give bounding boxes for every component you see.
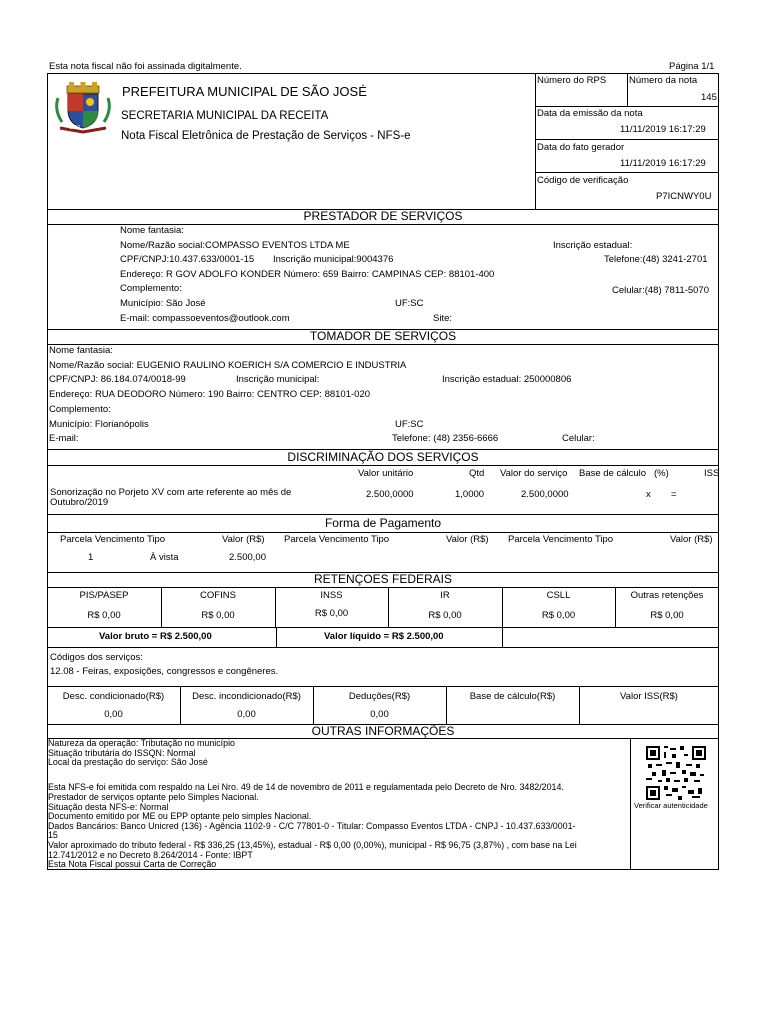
- tomador-insc-estadual: Inscrição estadual: 250000806: [442, 374, 572, 385]
- prestador-site: Site:: [433, 313, 453, 324]
- retencao-header-cofins: COFINS: [200, 590, 236, 601]
- servico-descricao-line2: Outubro/2019: [50, 497, 109, 508]
- prestador-insc-estadual: Inscrição estadual:: [553, 240, 633, 251]
- outras-line: Esta Nota Fiscal possui Carta de Correção: [48, 859, 217, 870]
- valor-header-3: Valor (R$): [670, 534, 713, 545]
- tomador-telefone: Telefone: (48) 2356-6666: [392, 433, 499, 444]
- tomador-title: TOMADOR DE SERVIÇOS: [309, 329, 457, 343]
- retencao-value-ir: R$ 0,00: [428, 610, 462, 621]
- tomador-endereco: Endereço: RUA DEODORO Número: 190 Bairro: CENTRO CEP: 88101-020: [49, 389, 371, 400]
- rps-label: Número do RPS: [537, 75, 607, 86]
- prestador-endereco: Endereço: R GOV ADOLFO KONDER Número: 659 Bairro: CAMPINAS CEP: 88101-400: [120, 269, 495, 280]
- valor-unitario-header: Valor unitário: [358, 468, 414, 479]
- prestador-razao: Nome/Razão social:COMPASSO EVENTOS LTDA ME: [120, 240, 350, 251]
- verificacao-value: P7ICNWY0U: [656, 191, 712, 202]
- valor-header-1: Valor (R$): [222, 534, 265, 545]
- fato-gerador-label: Data do fato gerador: [537, 142, 625, 153]
- emissao-label: Data da emissão da nota: [537, 108, 643, 119]
- prestador-uf: UF:SC: [395, 298, 424, 309]
- prestador-cnpj: CPF/CNPJ:10.437.633/0001-15: [120, 254, 255, 265]
- parcela-header-1: Parcela Vencimento Tipo: [60, 534, 166, 545]
- deducoes-value: 0,00: [370, 709, 389, 720]
- retencoes-title: RETENÇOES FEDERAIS: [313, 572, 453, 586]
- tomador-razao: Nome/Razão social: EUGENIO RAULINO KOERICH S/A COMERCIO E INDUSTRIA: [49, 360, 407, 371]
- prefeitura-title: PREFEITURA MUNICIPAL DE SÃO JOSÉ: [122, 84, 367, 99]
- prestador-email: E-mail: compassoeventos@outlook.com: [120, 313, 290, 324]
- tomador-celular: Celular:: [562, 433, 595, 444]
- desc-incondicionado-value: 0,00: [237, 709, 256, 720]
- outras-line: Documento emitido por ME ou EPP optante pelo simples Nacional.: [48, 811, 312, 822]
- outras-info-text: [48, 739, 628, 870]
- servicos-title: DISCRIMINAÇÃO DOS SERVIÇOS: [287, 450, 479, 464]
- tomador-uf: UF:SC: [395, 419, 424, 430]
- percent-header: (%): [654, 468, 669, 479]
- prestador-municipio: Município: São José: [120, 298, 206, 309]
- coat-of-arms-icon: [52, 80, 114, 136]
- page-number: Página 1/1: [669, 61, 715, 72]
- tomador-email: E-mail:: [49, 433, 79, 444]
- base-calculo-header: Base de cálculo: [579, 468, 647, 479]
- outras-line: Prestador de serviços optante pelo Simples Nacional.: [48, 791, 259, 802]
- outras-line: Situação tributária do ISSQN: Normal: [48, 747, 196, 758]
- servico-x: x: [646, 489, 651, 500]
- parcela-header-2: Parcela Vencimento Tipo: [284, 534, 390, 545]
- retencao-value-cofins: R$ 0,00: [201, 610, 235, 621]
- deducoes-header: Deduções(R$): [348, 691, 411, 702]
- outras-line: 15: [48, 830, 58, 841]
- valor-servico-header: Valor do serviço: [500, 468, 568, 479]
- emissao-value: 11/11/2019 16:17:29: [620, 124, 706, 135]
- parcela-numero: 1: [88, 552, 94, 563]
- desc-condicionado-value: 0,00: [104, 709, 123, 720]
- nfse-title: Nota Fiscal Eletrônica de Prestação de Serviços - NFS-e: [121, 130, 411, 142]
- prestador-complemento: Complemento:: [120, 283, 182, 294]
- retencao-value-inss: R$ 0,00: [314, 608, 349, 619]
- tomador-complemento: Complemento:: [49, 404, 111, 415]
- prestador-insc-municipal: Inscrição municipal:9004376: [273, 254, 394, 265]
- valor-header-2: Valor (R$): [446, 534, 489, 545]
- servico-valor: 2.500,0000: [521, 489, 569, 500]
- retencao-header-outras: Outras retenções: [630, 590, 704, 601]
- prestador-telefone: Telefone:(48) 3241-2701: [604, 254, 708, 265]
- pagamento-title: Forma de Pagamento: [324, 516, 442, 530]
- outras-line: Local da prestação do serviço: São José: [48, 757, 208, 768]
- qtd-header: Qtd: [469, 468, 485, 479]
- retencao-value-outras: R$ 0,00: [650, 610, 684, 621]
- outras-line: 12.741/2012 e no Decreto 8.264/2014 - Fonte: IBPT: [48, 849, 253, 860]
- outras-line: Natureza da operação: Tributação no município: [48, 738, 235, 748]
- tomador-municipio: Município: Florianópolis: [49, 419, 149, 430]
- retencao-value-csll: R$ 0,00: [541, 610, 576, 621]
- fato-gerador-value: 11/11/2019 16:17:29: [620, 158, 706, 169]
- qr-code-icon[interactable]: [646, 746, 706, 800]
- prestador-title: PRESTADOR DE SERVIÇOS: [303, 209, 463, 223]
- retencao-header-csll: CSLL: [546, 590, 571, 601]
- iss-header: ISS: [704, 468, 720, 479]
- valor-iss-header: Valor ISS(R$): [620, 691, 678, 702]
- parcela-tipo: À vista: [150, 552, 179, 563]
- unsigned-notice: Esta nota fiscal não foi assinada digitalmente.: [49, 61, 242, 72]
- nota-number-label: Número da nota: [629, 75, 698, 86]
- retencao-header-inss: INSS: [320, 590, 343, 601]
- parcela-valor: 2.500,00: [229, 552, 266, 563]
- verificar-autenticidade-link[interactable]: Verificar autenticidade: [634, 801, 708, 810]
- outras-title: OUTRAS INFORMAÇÕES: [311, 724, 455, 738]
- servico-descricao-line1: Sonorização no Porjeto XV com arte referente ao mês de: [50, 487, 292, 498]
- tomador-insc-municipal: Inscrição municipal:: [236, 374, 320, 385]
- outras-line: Dados Bancários: Banco Unicred (136) - Agência 1102-9 - C/C 77801-0 - Titular: Compasso Eventos LTDA - CNPJ - 10.437.633/0001-: [48, 820, 576, 831]
- retencao-header-pis: PIS/PASEP: [79, 590, 129, 601]
- desc-incondicionado-header: Desc. incondicionado(R$): [192, 691, 301, 702]
- outras-line: Esta NFS-e foi emitida com respaldo na Lei Nro. 49 de 14 de novembro de 2011 e regulamentada pelo Decreto de Nro. 3482/2014.: [48, 782, 564, 793]
- nota-number-value: 145: [701, 92, 717, 103]
- servico-qtd: 1,0000: [455, 489, 485, 500]
- verificacao-label: Código de verificação: [537, 175, 629, 186]
- secretaria-title: SECRETARIA MUNICIPAL DA RECEITA: [121, 110, 329, 122]
- prestador-fantasia: Nome fantasia:: [120, 225, 184, 236]
- parcela-header-3: Parcela Vencimento Tipo: [508, 534, 614, 545]
- codigos-label: Códigos dos serviços:: [50, 652, 143, 663]
- outras-line: Situação desta NFS-e: Normal: [48, 801, 169, 812]
- valor-bruto: Valor bruto = R$ 2.500,00: [99, 631, 212, 642]
- base-calculo-total-header: Base de cálculo(R$): [469, 691, 556, 702]
- retencao-value-pis: R$ 0,00: [87, 610, 121, 621]
- retencao-header-ir: IR: [440, 590, 450, 601]
- tomador-fantasia: Nome fantasia:: [49, 345, 113, 356]
- servico-valor-unitario: 2.500,0000: [366, 489, 414, 500]
- servico-eq: =: [671, 489, 677, 500]
- tomador-cnpj: CPF/CNPJ: 86.184.074/0018-99: [49, 374, 186, 385]
- seal-ribbon-text: 1750: [69, 125, 81, 131]
- prestador-celular: Celular:(48) 7811-5070: [612, 285, 709, 296]
- valor-liquido: Valor líquido = R$ 2.500,00: [324, 631, 444, 642]
- desc-condicionado-header: Desc. condicionado(R$): [62, 691, 165, 702]
- codigo-servico: 12.08 - Feiras, exposições, congressos e congêneres.: [50, 666, 279, 677]
- outras-line: Valor aproximado do tributo federal - R$ 336,25 (13,45%), estadual - R$ 0,00 (0,00%), municipal - R$ 96,75 (3,87%) , com base na Lei: [48, 839, 577, 850]
